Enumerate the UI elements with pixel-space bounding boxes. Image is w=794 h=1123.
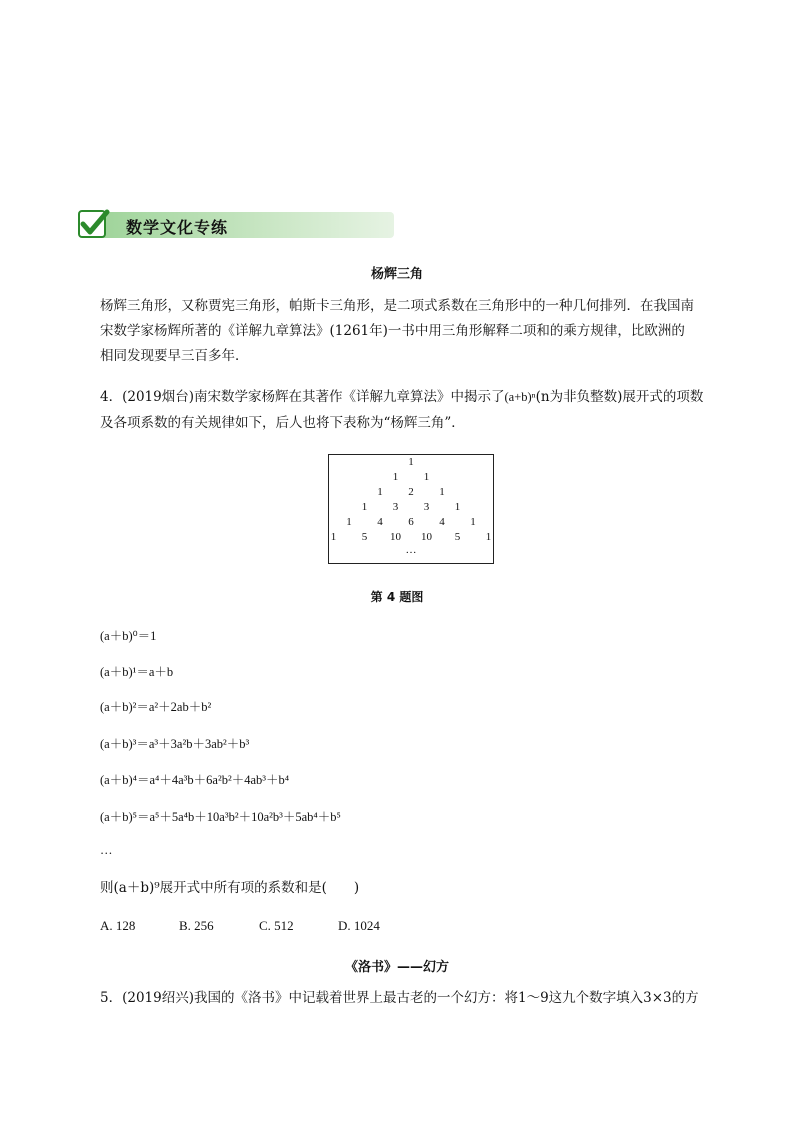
section-banner <box>78 208 396 240</box>
expansion-1: (a＋b)¹＝a＋b <box>100 665 174 679</box>
question-4-line2: 及各项系数的有关规律如下，后人也将下表称为“杨辉三角”． <box>100 415 465 431</box>
yanghui-triangle-figure <box>328 454 494 564</box>
option-c[interactable]: C. 512 <box>259 918 294 933</box>
triangle-number: 1 <box>346 516 352 528</box>
triangle-number: 6 <box>408 516 414 528</box>
expansion-3: (a＋b)³＝a³＋3a²b＋3ab²＋b³ <box>100 737 250 751</box>
triangle-number: 4 <box>377 516 383 528</box>
triangle-number: 2 <box>408 486 414 498</box>
triangle-number: 1 <box>361 501 368 513</box>
option-d[interactable]: D. 1024 <box>338 918 380 933</box>
figure-caption: 第 4 题图 <box>370 590 424 604</box>
triangle-number: 1 <box>423 471 430 483</box>
q4-prefix: 4．(2019烟台)南宋数学家杨辉在其著作《详解九章算法》中揭示了 <box>100 389 505 405</box>
intro-paragraph: 杨辉三角形，又称贾宪三角形，帕斯卡三角形，是二项式系数在三角形中的一种几何排列．在我国南宋数学家杨辉所著的《详解九章算法》(1261年)一书中用三角形解释二项和的乘方规律，比欧洲的相同发现要早三百多年． <box>100 298 694 364</box>
option-b[interactable]: B. 256 <box>179 918 214 933</box>
expansion-ellipsis: … <box>100 843 113 857</box>
question-4-ask: 则(a＋b)⁹展开式中所有项的系数和是( ) <box>100 880 360 896</box>
expansion-2: (a＋b)²＝a²＋2ab＋b² <box>100 700 212 714</box>
triangle-number: 1 <box>408 456 414 468</box>
section-title-yanghui: 杨辉三角 <box>370 267 423 282</box>
triangle-number: 5 <box>454 531 461 543</box>
triangle-number: 1 <box>377 486 383 498</box>
question-4-line1 <box>100 385 720 410</box>
checkmark-icon <box>78 208 110 240</box>
triangle-number: 3 <box>423 501 430 513</box>
banner-title: 数学文化专练 <box>126 218 229 237</box>
triangle-number: 5 <box>361 531 368 543</box>
question-5-line1: 5．(2019绍兴)我国的《洛书》中记载着世界上最古老的一个幻方：将1～9这九个数字填入3×3的方 <box>100 990 699 1006</box>
triangle-number: 1 <box>439 486 445 498</box>
triangle-number: 1 <box>485 531 492 543</box>
triangle-number: 1 <box>330 531 337 543</box>
triangle-ellipsis-text: … <box>405 544 417 556</box>
q4-binomial: (a+b)ⁿ <box>504 390 536 404</box>
triangle-number: 3 <box>392 501 399 513</box>
expansion-5: (a＋b)⁵＝a⁵＋5a⁴b＋10a³b²＋10a²b³＋5ab⁴＋b⁵ <box>100 810 341 824</box>
triangle-number: 10 <box>390 531 401 543</box>
q4-suffix: (n为非负整数)展开式的项数 <box>535 389 704 405</box>
option-a[interactable]: A. 128 <box>100 918 136 933</box>
triangle-number: 1 <box>454 501 461 513</box>
triangle-number: 1 <box>392 471 399 483</box>
expansion-4: (a＋b)⁴＝a⁴＋4a³b＋6a²b²＋4ab³＋b⁴ <box>100 773 290 787</box>
triangle-number: 1 <box>470 516 476 528</box>
section-title-luoshu: 《洛书》——幻方 <box>344 960 449 975</box>
triangle-number: 10 <box>421 531 432 543</box>
triangle-number: 4 <box>439 516 445 528</box>
expansion-0: (a＋b)⁰＝1 <box>100 629 157 643</box>
